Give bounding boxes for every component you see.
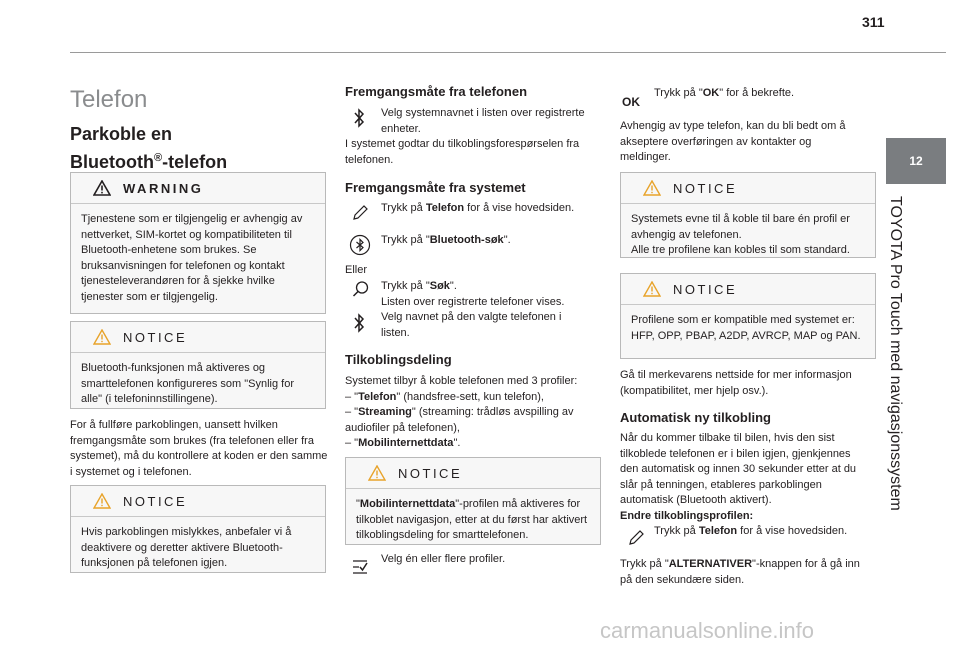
heading-phone-procedure: Fremgangsmåte fra telefonen	[345, 84, 528, 99]
bluetooth-icon	[352, 313, 366, 333]
watermark: carmanualsonline.info	[600, 618, 815, 643]
notice-triangle-icon	[643, 180, 661, 196]
notice-text: Systemets evne til å koble til bare én profil er avhengig av telefonen. Alle tre profilene kan kobles til som standard.	[631, 213, 850, 256]
notice-box	[70, 321, 326, 409]
ok-button[interactable]: OK	[622, 95, 640, 109]
warning-box	[70, 172, 326, 314]
header-rule	[70, 52, 946, 53]
bluetooth-search-icon	[349, 234, 371, 256]
tethering-text: Systemet tilbyr å koble telefonen med 3 profiler: – "Telefon" (handsfree-sett, kun telefon), – "Streaming" (streaming: trådløs avspilling av audiofiler på telefonen), – "Mobilinternettdata".	[345, 375, 578, 449]
change-profile-step: Trykk på Telefon for å vise hovedsiden.	[654, 525, 848, 537]
pencil-icon	[352, 205, 368, 221]
notice-box	[620, 273, 876, 359]
search-icon	[352, 280, 370, 298]
phone-step: Velg systemnavnet i listen over registrerte enheter.	[381, 107, 585, 135]
notice-triangle-icon	[93, 493, 111, 509]
notice-triangle-icon	[643, 281, 661, 297]
warning-triangle-icon	[93, 180, 111, 196]
notice-text: Profilene som er kompatible med systemet er: HFP, OPP, PBAP, A2DP, AVRCP, MAP og PAN.	[631, 314, 861, 342]
page-heading: Parkoble en Bluetooth®-telefon	[70, 124, 228, 172]
or-label: Eller	[345, 264, 368, 276]
system-step-2: Trykk på "Bluetooth-søk".	[381, 234, 511, 246]
heading-system-procedure: Fremgangsmåte fra systemet	[345, 180, 526, 195]
chapter-tab[interactable]: 12	[886, 138, 946, 184]
notice-text: Hvis parkoblingen mislykkes, anbefaler vi å deaktivere og deretter aktivere Bluetooth-funksjonen på telefonen igjen.	[81, 526, 292, 569]
chapter-title: TOYOTA Pro Touch med navigasjonssystem	[887, 196, 904, 511]
notice-title: NOTICE	[398, 465, 463, 481]
ok-step: Trykk på "OK" for å bekrefte.	[654, 87, 795, 99]
system-step-1: Trykk på Telefon for å vise hovedsiden.	[381, 202, 575, 214]
notice-title: NOTICE	[673, 180, 738, 196]
auto-reconnect-text: Når du kommer tilbake til bilen, hvis den sist tilkoblede telefonen er i bilen igjen, gjenkjennes den automatisk og innen 30 sekunder etter at du slår på tenningen, etableres parkoblingen automatisk (Bluetooth aktivert). Endre tilkoblingsprofilen:	[620, 432, 857, 522]
phone-paragraph: I systemet godtar du tilkoblingsforespørselen fra telefonen.	[345, 138, 580, 166]
paragraph: For å fullføre parkoblingen, uansett hvilken fremgangsmåte som brukes (fra telefonen eller fra systemet), må du kontrollere at koden er den samme i systemet og i telefonen.	[70, 419, 328, 478]
paragraph: Trykk på "ALTERNATIVER"-knappen for å gå inn på den sekundære siden.	[620, 558, 860, 586]
checklist-icon	[352, 559, 368, 575]
notice-box	[70, 485, 326, 573]
notice-box	[345, 457, 601, 545]
warning-title: WARNING	[123, 180, 204, 196]
notice-title: NOTICE	[123, 493, 188, 509]
notice-title: NOTICE	[673, 281, 738, 297]
notice-triangle-icon	[93, 329, 111, 345]
paragraph: Avhengig av type telefon, kan du bli bedt om å akseptere overføringen av kontakter og meldinger.	[620, 120, 846, 163]
paragraph: Gå til merkevarens nettside for mer informasjon (kompatibilitet, mer hjelp osv.).	[620, 369, 852, 397]
system-step-4: Velg navnet på den valgte telefonen i listen.	[381, 311, 562, 339]
system-step-3: Trykk på "Søk". Listen over registrerte telefoner vises.	[381, 280, 565, 308]
pencil-icon	[628, 530, 644, 546]
heading-tethering: Tilkoblingsdeling	[345, 352, 452, 367]
page-number: 311	[862, 14, 885, 30]
bluetooth-icon	[352, 108, 366, 128]
notice-box	[620, 172, 876, 258]
section-title: Telefon	[70, 86, 148, 113]
heading-auto-reconnect: Automatisk ny tilkobling	[620, 410, 771, 425]
notice-text: Bluetooth-funksjonen må aktiveres og smarttelefonen konfigureres som "Synlig for alle" (i telefoninnstillingene).	[81, 362, 295, 405]
notice-text: "Mobilinternettdata"-profilen må aktiveres for tilkoblet navigasjon, etter at du først har aktivert tilkoblingsdeling for smarttelefonen.	[356, 498, 588, 541]
notice-triangle-icon	[368, 465, 386, 481]
select-profiles-step: Velg én eller flere profiler.	[381, 553, 506, 565]
warning-text: Tjenestene som er tilgjengelig er avhengig av nettverket, SIM-kortet og kompatibiliteten til Bluetooth-enhetene som brukes. Se bruksanvisningen for telefonen og kontakt tjenesteleverandøren for å sjekke hvilke tjenester som er tilgjengelig.	[81, 213, 303, 303]
notice-title: NOTICE	[123, 329, 188, 345]
